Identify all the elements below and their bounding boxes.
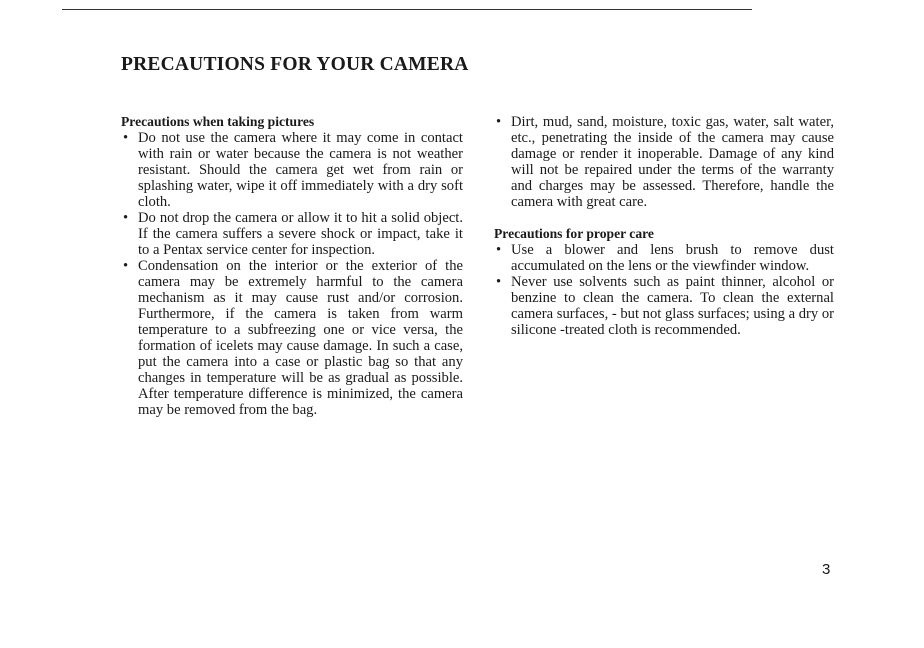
list-item: • Never use solvents such as paint thinner, alcohol or benzine to clean the camera. To clean the external camera surfaces, - but not glass surfaces; using a dry or silicone -treated cloth is recommended. (494, 274, 834, 338)
list-item: • Dirt, mud, sand, moisture, toxic gas, water, salt water, etc., penetrating the inside of the camera may cause damage or render it inoperable. Damage of any kind will not be repaired under the terms of the warranty and charges may be assessed. Therefore, handle the camera with great care. (494, 114, 834, 210)
list-item: • Condensation on the interior or the exterior of the camera may be extremely harmful to the camera mechanism as it may cause rust and/or corrosion. Furthermore, if the camera is taken from warm temperature to a subfreezing one or vice versa, the formation of icelets may cause damage. In such a case, put the camera into a case or plastic bag so that any changes in temperature will be as gradual as possible. After temperature difference is minimized, the camera may be removed from the bag. (121, 258, 463, 418)
proper-care-list (494, 242, 834, 338)
list-item: • Use a blower and lens brush to remove dust accumulated on the lens or the viewfinder window. (494, 242, 834, 274)
section-heading-proper-care: Precautions for proper care (494, 226, 654, 241)
taking-pictures-list-continued (494, 114, 834, 210)
left-column (121, 114, 463, 418)
top-rule (62, 9, 752, 10)
list-item: • Do not use the camera where it may come in contact with rain or water because the camera is not weather resistant. Should the camera get wet from rain or splashing water, wipe it off immediately with a dry soft cloth. (121, 130, 463, 210)
page-title: PRECAUTIONS FOR YOUR CAMERA (121, 54, 469, 75)
page-number: 3 (822, 561, 831, 578)
list-item: • Do not drop the camera or allow it to hit a solid object. If the camera suffers a severe shock or impact, take it to a Pentax service center for inspection. (121, 210, 463, 258)
right-column (494, 114, 834, 338)
section-gap (494, 210, 834, 226)
section-heading-taking-pictures: Precautions when taking pictures (121, 114, 315, 129)
taking-pictures-list (121, 130, 463, 418)
